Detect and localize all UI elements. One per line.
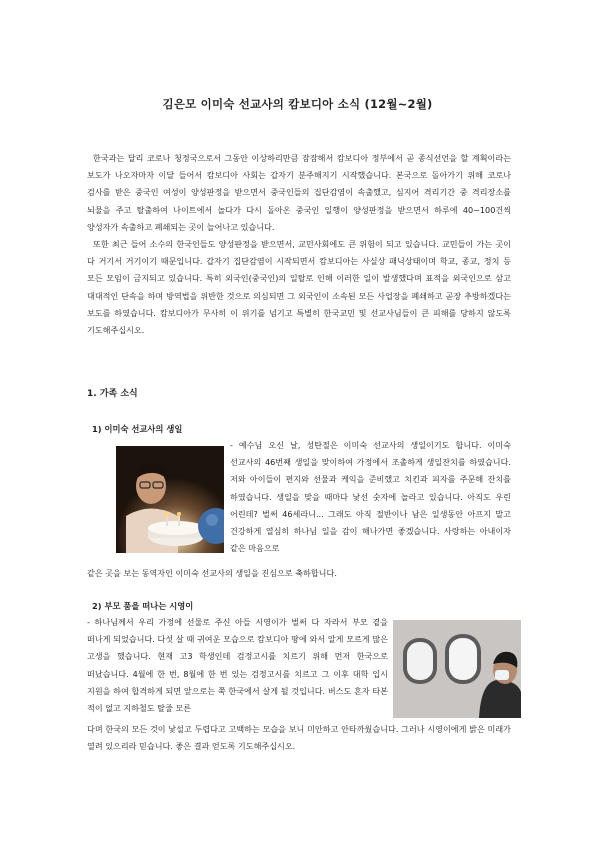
subsection-heading-leaving-home: 2) 부모 품을 떠나는 시영이 [92,601,194,611]
birthday-photo [116,446,224,553]
page-title: 김은모 이미숙 선교사의 캄보디아 소식 (12월~2월) [162,97,433,111]
intro-paragraph-2: 또한 최근 들어 소수의 한국인들도 양성판정을 받으면서, 교민사회에도 큰 위험이 되고 있습니다. 교민들이 가는 곳이 다 거기서 거기이기 때문입니다. 갑자기 집단감염이 시작되면서 캄보디아는 사실상 패닉상태이며 학교, 종교, 정치 등 모든 모임이 금지되고 있습니다. 특히 외국인(중국인)의 일탈로 인해 이러한 일이 발생했다며 표적을 외국인으로 삼고 대대적인 단속을 하며 방역법을 위반한 것으로 의심되면 그 외국인이 소속된 모든 사업장을 폐쇄하고 곧장 추방하겠다는 보도를 하였습니다. 캄보디아가 무사히 이 위기를 넘기고 특별히 한국교민 및 선교사님들이 큰 피해를 당하지 않도록 기도해주십시오. [87,239,511,336]
leaving-home-text: - 하나님께서 우리 가정에 선물로 주신 아들 시영이가 벌써 다 자라서 부모 곁을 떠나게 되었습니다. 다섯 살 때 귀여운 모습으로 캄보디아 땅에 와서 알게 모르게 많은 고생을 했습니다. 현재 고3 학생인데 검정고시를 치르기 위해 먼저 한국으로 떠났습니다. 4월에 한 번, 8월에 한 번 있는 검정고시를 치르고 그 이후 대학 입시 지원을 하여 합격하게 되면 앞으로는 쭉 한국에서 살게 될 것입니다. 버스도 혼자 타본 적이 없고 지하철도 탈줄 모른 [87,617,388,714]
leaving-home-text-continued: 다며 한국의 모든 것이 낯설고 두렵다고 고백하는 모습을 보니 미안하고 안타까웠습니다. 그러나 시영이에게 밝은 미래가 열려 있으리라 믿습니다. 좋은 결과 얻도록 기도해주십시오. [87,724,511,752]
birthday-photo-image [116,446,224,553]
intro-paragraph-1: 한국과는 달리 코로나 청정국으로서 그동안 이상하리만큼 잠잠해서 캄보디아 정부에서 곧 종식선언을 할 계획이라는 보도가 나오자마자 이달 들어서 캄보디아 사회는 갑자기 분주해지기 시작했습니다. 본국으로 돌아가기 위해 코로나 검사를 받은 중국인 여성이 양성판정을 받으면서 중국인들의 집단감염이 속출했고, 심지어 격리기간 중 격리장소를 뇌물을 주고 탈출하여 나이트에서 놀다가 다시 돌아온 중국인 일행이 양성판정을 받으면서 하루에 40~100건씩 양성자가 속출하고 폐쇄되는 곳이 늘어나고 있습니다. [87,153,511,232]
section-heading-family-news: 1. 가족 소식 [87,389,138,399]
birthday-text-continued: 같은 곳을 보는 동역자인 이미숙 선교사의 생일을 진심으로 축하합니다. [87,568,337,578]
airplane-photo [393,620,521,718]
subsection-heading-birthday: 1) 이미숙 선교사의 생일 [92,424,183,434]
airplane-photo-image [393,620,521,718]
birthday-text: - 예수님 오신 날, 성탄절은 이미숙 선교사의 생일이기도 합니다. 이미숙 선교사의 46번째 생일을 맞이하여 가정에서 조촐하게 생일잔치를 하였습니다. 저와 아이들이 편지와 선물과 케익을 준비했고 치킨과 피자를 주문해 잔치를 하였습니다. 생일을 맞을 때마다 낯선 숫자에 놀라고 있습니다. 아직도 우린 어린데? 벌써 46세라니... 그래도 아직 절반이나 남은 일생동안 아프지 말고 건강하게 열심히 하나님 일을 감이 해나가면 좋겠습니다. 사랑하는 아내이자 같은 마음으로 [230,440,511,554]
